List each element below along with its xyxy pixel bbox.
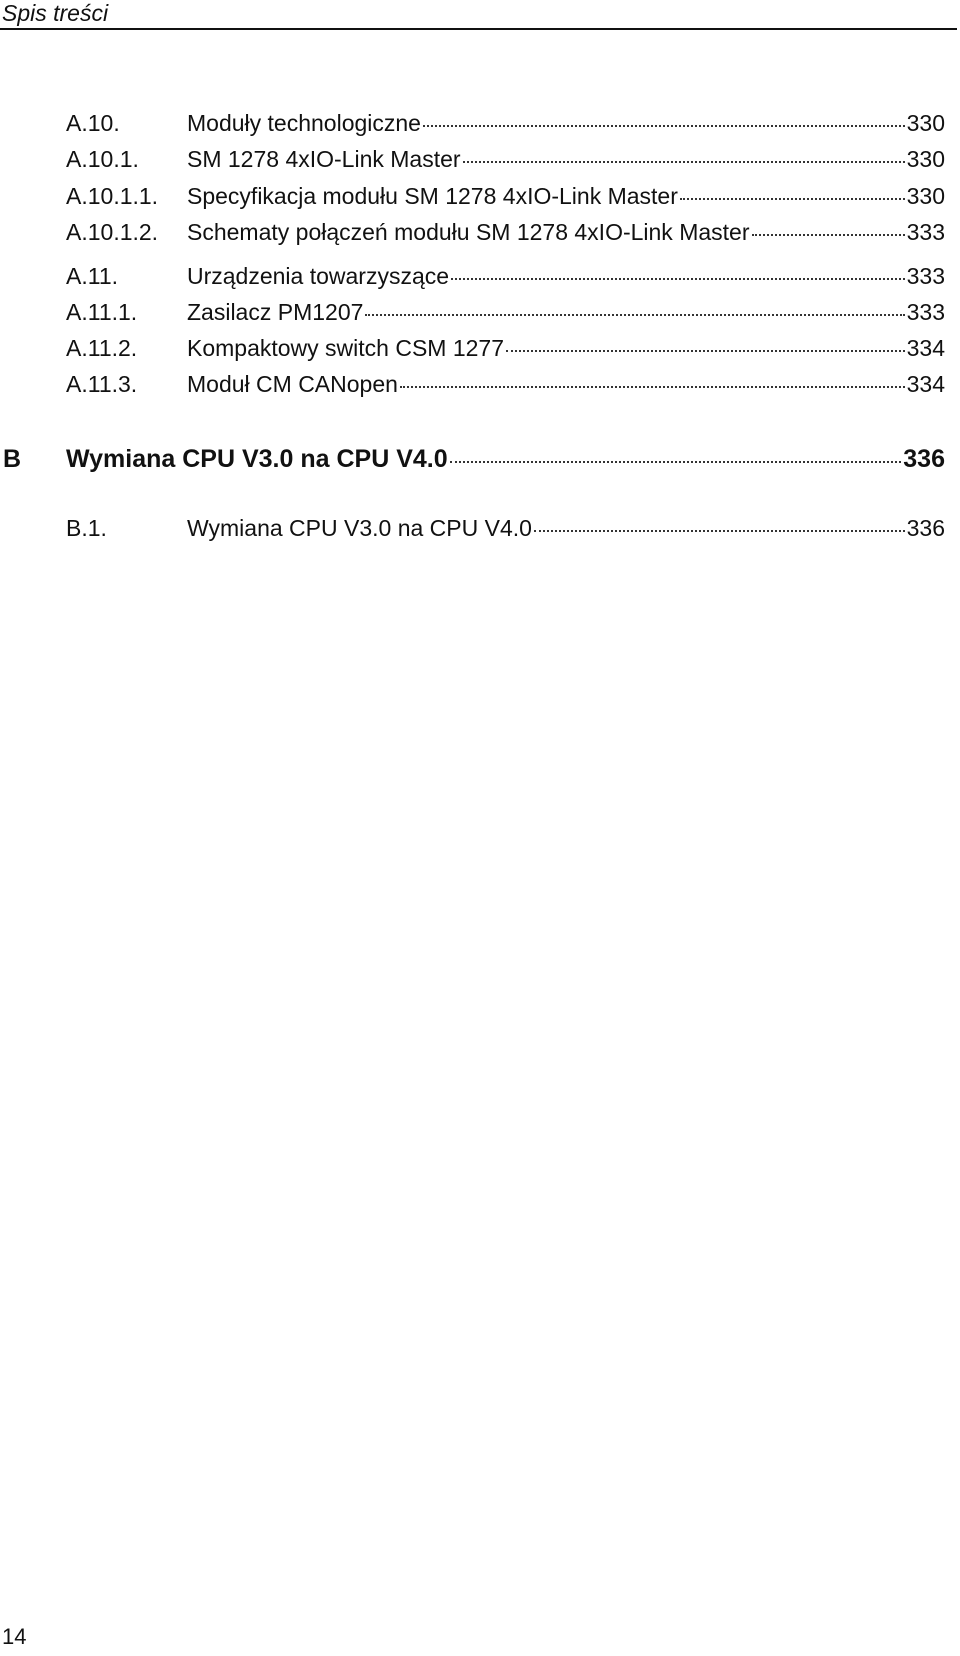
toc-entry-page: 333 bbox=[906, 219, 945, 245]
toc-entry-number: B.1. bbox=[66, 515, 107, 541]
toc-entry-title: Wymiana CPU V3.0 na CPU V4.0 bbox=[187, 515, 532, 541]
toc-entry-number: A.10.1.1. bbox=[66, 183, 159, 209]
toc-entry-number: A.10.1.2. bbox=[66, 219, 159, 245]
toc-entry[interactable] bbox=[0, 260, 945, 292]
toc-entry[interactable] bbox=[0, 512, 945, 544]
dot-leader bbox=[400, 386, 905, 388]
toc-entry-title: Moduły technologiczne bbox=[187, 110, 421, 136]
toc-entry-number: A.11. bbox=[66, 263, 118, 289]
dot-leader bbox=[680, 198, 905, 200]
toc-entry-number: A.10.1. bbox=[66, 146, 139, 172]
toc-entry-page: 330 bbox=[906, 146, 945, 172]
dot-leader bbox=[506, 350, 905, 352]
toc-chapter-letter: B bbox=[3, 445, 22, 473]
toc-entry-page: 330 bbox=[906, 183, 945, 209]
toc-entry-number: A.11.1. bbox=[66, 299, 138, 325]
toc-entry[interactable] bbox=[0, 296, 945, 328]
toc-entry-number: A.11.2. bbox=[66, 335, 138, 361]
toc-entry-page: 334 bbox=[906, 371, 945, 397]
toc-entry[interactable] bbox=[0, 216, 945, 248]
toc-entry-title: SM 1278 4xIO-Link Master bbox=[187, 146, 461, 172]
dot-leader bbox=[463, 161, 905, 163]
toc-entry[interactable] bbox=[0, 180, 945, 212]
page-number: 14 bbox=[2, 1624, 27, 1649]
toc-chapter-title: Wymiana CPU V3.0 na CPU V4.0 bbox=[66, 445, 448, 473]
toc-entry-page: 334 bbox=[906, 335, 945, 361]
toc-entry-title: Moduł CM CANopen bbox=[187, 371, 398, 397]
toc-entry-title: Urządzenia towarzyszące bbox=[187, 263, 450, 289]
toc-entry[interactable] bbox=[0, 107, 945, 139]
dot-leader bbox=[752, 234, 905, 236]
toc-entry[interactable] bbox=[0, 332, 945, 364]
toc-chapter-page: 336 bbox=[903, 445, 945, 473]
dot-leader bbox=[423, 125, 905, 127]
toc-entry-page: 330 bbox=[906, 110, 945, 136]
toc-chapter-entry[interactable] bbox=[0, 441, 945, 477]
toc-entry-title: Zasilacz PM1207 bbox=[187, 299, 364, 325]
toc-entry-title: Specyfikacja modułu SM 1278 4xIO-Link Master bbox=[187, 183, 678, 209]
toc-entry[interactable] bbox=[0, 143, 945, 175]
toc-entry[interactable] bbox=[0, 368, 945, 400]
dot-leader bbox=[450, 461, 902, 463]
toc-entry-number: A.11.3. bbox=[66, 371, 138, 397]
toc-entry-page: 333 bbox=[906, 263, 945, 289]
toc-entry-title: Kompaktowy switch CSM 1277 bbox=[187, 335, 505, 361]
page-header-title: Spis treści bbox=[2, 0, 109, 26]
toc-entry-number: A.10. bbox=[66, 110, 120, 136]
header-rule bbox=[0, 28, 957, 30]
dot-leader bbox=[451, 278, 905, 280]
dot-leader bbox=[365, 314, 904, 316]
toc-entry-title: Schematy połączeń modułu SM 1278 4xIO-Link Master bbox=[187, 219, 750, 245]
toc-entry-page: 336 bbox=[906, 515, 945, 541]
dot-leader bbox=[534, 530, 905, 532]
toc-entry-page: 333 bbox=[906, 299, 945, 325]
